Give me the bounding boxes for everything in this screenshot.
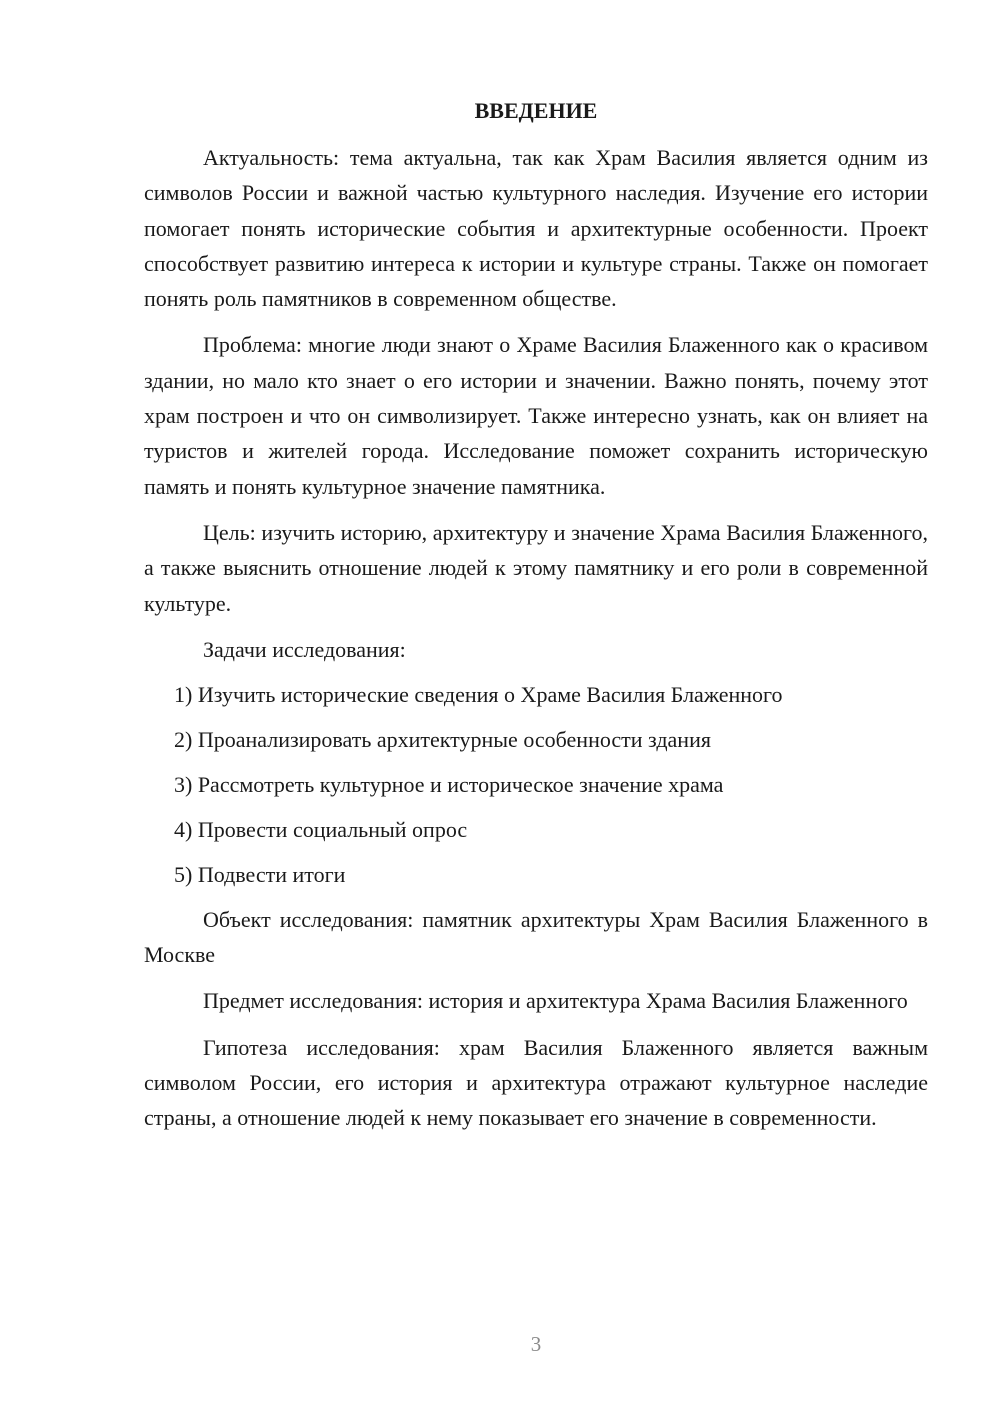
- hypothesis-paragraph: Гипотеза исследования: храм Василия Блаженного является важным символом России, его история и архитектура отражают культурное наследие страны, а отношение людей к нему показывает его значение в современности.: [144, 1034, 928, 1131]
- problem-paragraph: Проблема: многие люди знают о Храме Василия Блаженного как о красивом здании, но мало кто знает о его истории и значении. Важно понять, почему этот храм построен и что он символизирует. Также интересно узнать, как он влияет на туристов и жителей города. Исследование поможет сохранить историческую память и понять культурное значение памятника.: [144, 332, 928, 499]
- object-paragraph: Объект исследования: памятник архитектуры Храм Василия Блаженного в Москве: [144, 906, 928, 968]
- page-title: ВВЕДЕНИЕ: [474, 98, 598, 123]
- list-item: 1) Изучить исторические сведения о Храме Василия Блаженного: [174, 681, 783, 707]
- page-number: 3: [530, 1332, 542, 1356]
- tasks-list: [144, 677, 928, 892]
- goal-paragraph: Цель: изучить историю, архитектуру и значение Храма Василия Блаженного, а также выяснить отношение людей к этому памятнику и его роли в современной культуре.: [144, 519, 928, 616]
- list-item: 5) Подвести итоги: [174, 861, 346, 887]
- subject-paragraph: Предмет исследования: история и архитектура Храма Василия Блаженного: [203, 988, 908, 1014]
- list-item: 2) Проанализировать архитектурные особенности здания: [174, 726, 711, 752]
- relevance-paragraph: Актуальность: тема актуальна, так как Храм Василия является одним из символов России и важной частью культурного наследия. Изучение его истории помогает понять исторические события и архитектурные особенности. Проект способствует развитию интереса к истории и культуре страны. Также он помогает понять роль памятников в современном обществе.: [144, 145, 928, 312]
- document-body: [144, 93, 928, 1147]
- tasks-title: Задачи исследования:: [203, 636, 406, 662]
- list-item: 3) Рассмотреть культурное и историческое значение храма: [174, 771, 724, 797]
- list-item: 4) Провести социальный опрос: [174, 816, 468, 842]
